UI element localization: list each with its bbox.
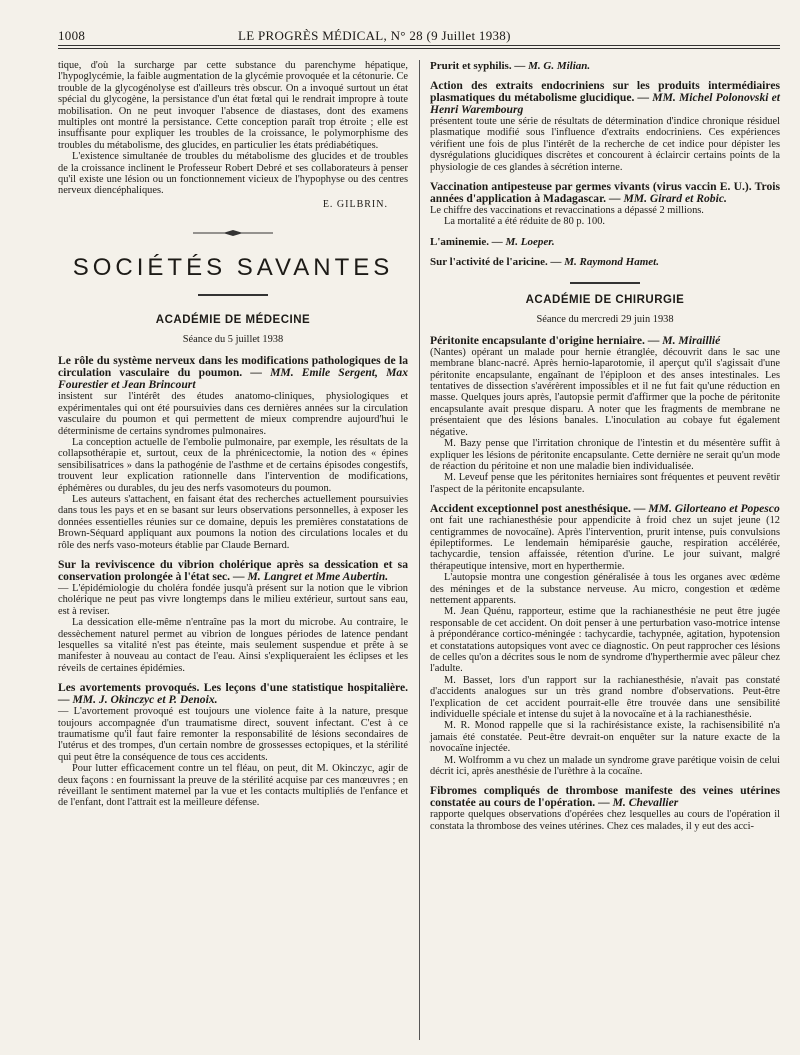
article-paragraph: M. R. Monod rappelle que si la rachirésistance existe, la rachisensibilité n'a jamais été constatée. Peut-être devrait-on enquêter sur la nature exacte de la novocaïne injectée. <box>430 720 780 755</box>
article-text: Le chiffre des vaccinations et revaccinations a dépassé 2 millions. <box>430 205 704 217</box>
section-rule <box>570 282 640 284</box>
article-text: — L'avortement provoqué est toujours une violence faite à la nature, presque toujours accompagnée d'un traumatisme direct, souvent infectant. C'est à ce traumatisme qu'il faut faire remonter la responsabilité de lésions secondaires de l'utérus et des trompes, d'un certain nombre de grossesses ectopiques, et la stérilité qui peut être la conséquence de tous ces accidents. <box>58 706 408 763</box>
academy-heading: ACADÉMIE DE CHIRURGIE <box>525 293 685 306</box>
article-paragraph: L'autopsie montra une congestion généralisée à tous les organes avec œdème des méninges et de la substance nerveuse. Au micro, congestion et œdème nettement apparents. <box>430 572 780 606</box>
article-paragraph: M. Basset, lors d'un rapport sur la rachianesthésie, n'avait pas constaté d'accidents analogues sur un très grand nombre d'observations. Peut-être l'explication de cet accident pourrait-elle être trouvée dans une sensibilité individuelle spéciale et intense du sujet à la novocaïne et à la rachianesthésie. <box>430 674 780 721</box>
intro-paragraph-1: tique, d'où la surcharge par cette substance du parenchyme hépatique, l'hypoglycémie, la faible augmentation de la glycémie provoquée et la cétonurie. Ce trouble de la glycogénolyse est d'ailleurs très obscur. On a invoqué surtout un état spécial du glycogène, la persistance d'un état fœtal qui le rendrait impropre à toute mobilisation. On ne peut invoquer l'absence de diastases, dont des examens multiples ont montré la persistance. Cette conception paraît trop étroite ; elle est insuffisante pour expliquer les troubles de la croissance, le polymorphisme des troubles du métabolisme, des glucides, en particulier les états prédiabétiques. <box>58 60 408 151</box>
article-title: Fibromes compliqués de thrombose manifeste des veines utérines constatée au cours de l'opération. — M. Chevallier <box>430 784 780 810</box>
intro-paragraph-2: L'existence simultanée de troubles du métabolisme des glucides et de troubles de la croissance inclinent le Professeur Robert Debré et ses collaborateurs à penser qu'il existe une lésion ou un fonctionnement vicieux de l'hypophyse ou des centres nerveux diencéphaliques. <box>58 151 408 197</box>
ornament-divider-icon <box>58 224 408 242</box>
article-title: Prurit et syphilis. — M. G. Milian. <box>430 60 591 72</box>
article-paragraph: Pour lutter efficacement contre un tel fléau, on peut, dit M. Okinczyc, agir de deux façons : en fournissant la preuve de la stérilité acquise par ces manœuvres ; en réveillant le sentiment maternel par la vue et les contacts multipliés de l'enfance et de l'enfant, dont l'attrait est la meilleure défense. <box>58 763 408 809</box>
journal-page <box>58 26 780 832</box>
academy-heading: ACADÉMIE DE MÉDECINE <box>155 314 311 327</box>
left-column <box>58 60 408 809</box>
session-date: Séance du mercredi 29 juin 1938 <box>536 313 674 325</box>
article-title: L'aminemie. — M. Loeper. <box>430 235 555 248</box>
column-divider <box>419 60 420 1040</box>
two-column-body <box>58 60 780 1050</box>
running-header <box>58 26 780 44</box>
article-paragraph: M. Bazy pense que l'irritation chronique de l'intestin et du mésentère suffit à expliquer les lésions de péritonite encapsulante. Cette dernière ne serait qu'un mode de réaction du péritoine et non une maladie bien individualisée. <box>430 438 780 472</box>
article-paragraph: La dessication elle-même n'entraîne pas la mort du microbe. Au contraire, le dessèchement naturel permet au vibrion de longues périodes de latence pendant lesquelles sa vitalité n'est pas éteinte, mais seulement suspendue et prête à se manifester à nouveau au contact de l'eau. Ainsi s'expliqueraient les éclipses et les réveils de certaines épidémies. <box>58 617 408 674</box>
article-text: — L'épidémiologie du choléra fondée jusqu'à présent sur la notion que le vibrion cholérique ne peut pas vivre longtemps dans le milieu extérieur, surtout sans eau, est à reviser. <box>58 582 408 617</box>
article-title: Péritonite encapsulante d'origine herniaire. — M. Miraillié <box>430 333 721 347</box>
article-paragraph: M. Jean Quénu, rapporteur, estime que la rachianesthésie ne peut être jugée responsable de cet accident. On doit penser à une perturbation vaso-motrice intense à prépondérance cortico-méningée : tachycardie, tachypnée, agitation, hypotension et constatations autopsiques vont avec ce diagnostic. On peut rapprocher ces lésions de celles qu'on a décrites sous le nom de syndrome d'hyperthermie avec pâleur chez l'adulte. <box>430 606 780 675</box>
article-paragraph: M. Leveuf pense que les péritonites herniaires sont fréquentes et peuvent revêtir l'aspect de la péritonite encapsulante. <box>430 472 780 495</box>
article-paragraph: M. Wolfromm a vu chez un malade un syndrome grave parétique voisin de celui décrit ici, après anesthésie de l'urèthre à la cocaïne. <box>430 754 780 778</box>
page-number: 1008 <box>58 28 86 43</box>
article-paragraph: La conception actuelle de l'embolie pulmonaire, par exemple, les résultats de la collapsothérapie et, surtout, ceux de la phrénicectomie, la notion des « épines sensibilisatrices » dans la pathogénie de l'asthme et de certains épisodes congestifs, trouvent leur explication rationnelle dans l'intervention de modifications, éphémères ou durables, du jeu des nerfs vasomoteurs du poumon. <box>58 436 408 494</box>
section-title: SOCIÉTÉS SAVANTES <box>72 254 394 282</box>
header-rule <box>58 45 780 46</box>
right-column <box>430 60 780 832</box>
article-title: Sur la reviviscence du vibrion cholérique après sa dessication et sa conservation prolongée à l'état sec. — M. Langret et Mme Aubertin. <box>58 557 408 583</box>
article-title: Les avortements provoqués. Les leçons d'une statistique hospitalière. — MM. J. Okinczyc et P. Denoix. <box>58 681 408 707</box>
article-text: présentent toute une série de résultats de détermination d'indice chronique résiduel plasmatique modifié sous l'influence d'extraits endocriniens. Ces expériences vérifient une fois de plus l'intérêt de la recherche de cet indice pour dépister les dysrégulations glucidiques discrètes et concourent à éclaircir certains points de la physiologie de ces glandes à sécrétion interne. <box>430 116 780 173</box>
journal-title: LE PROGRÈS MÉDICAL, N° 28 (9 Juillet 1938) <box>238 28 511 43</box>
header-rule-double <box>58 48 780 49</box>
article-paragraph: Les auteurs s'attachent, en faisant état des recherches actuellement poursuivies dans tous les pays et en se basant sur leurs observations personnelles, à exposer les données essentielles réunies sur ce domaine, depuis les premières constatations de Brown-Séquard appliquant aux poumons la notion des circulations locales et du rôle des nerfs vaso-moteurs établie par Claude Bernard. <box>58 493 408 551</box>
article-text: rapporte quelques observations d'opérées chez lesquelles au cours de l'opération il constata la thrombose des veines utérines. Chez ces malades, il y eut des acci- <box>430 809 780 832</box>
article-text: ont fait une rachianesthésie pour appendicite à froid chez un sujet jeune (12 centigrammes de novocaïne). Après l'intervention, prurit intense, puis convulsions épileptiformes. Le lendemain hémiparésie gauche, respiration accélérée, tachycardie, tension affaissée, rétention d'urine. Le jour suivant, malgré thérapeutique intensive, mort en hyperthermie. <box>430 515 780 572</box>
article-title: Vaccination antipesteuse par germes vivants (virus vaccin E. U.). Trois années d'application à Madagascar. — MM. Girard et Robic. <box>430 180 780 206</box>
article-title: Le rôle du système nerveux dans les modifications pathologiques de la circulation vasculaire du poumon. — MM. Emile Sergent, Max Fourestier et Jean Brincourt <box>58 354 408 392</box>
author-signature: E. GILBRIN. <box>322 198 388 210</box>
section-rule <box>198 294 268 296</box>
article-paragraph: La mortalité a été réduite de 80 p. 100. <box>444 216 605 228</box>
article-text: insistent sur l'intérêt des études anatomo-cliniques, physiologiques et expérimentales qui ont été poursuivies dans ces dernières années sur la circulation vasculaire du poumon et qui permettent de mieux comprendre aujourd'hui le déterminisme de certains syndromes pulmonaires. <box>58 391 408 437</box>
article-text: (Nantes) opérant un malade pour hernie étranglée, découvrit dans le sac une membrane blanc-nacré. Après hernio-laparotomie, il aperçut qu'il s'agissait d'une péritonite encapsulante, engaînant de l'épiploon et des anses intestinales. Les tentatives de dissection s'avérèrent impossibles et il ne fut fait qu'une réduction en masse. Quelques jours après, l'autopsie permit d'affirmer que la poche de péritonite encapsulante avait presque disparu. A noter que les fragments de membrane ne présentaient que des lésions banales. L'inoculation au cobaye fut également négative. <box>430 346 780 438</box>
article-title: Action des extraits endocriniens sur les produits intermédiaires plasmatiques du métabolisme glucidique. — MM. Michel Polonovski et Henri Warembourg <box>430 79 780 116</box>
session-date: Séance du 5 juillet 1938 <box>182 334 284 346</box>
article-title: Sur l'activité de l'aricine. — M. Raymond Hamet. <box>430 255 659 268</box>
article-title: Accident exceptionnel post anesthésique. — MM. Gilorteano et Popesco <box>430 502 780 516</box>
